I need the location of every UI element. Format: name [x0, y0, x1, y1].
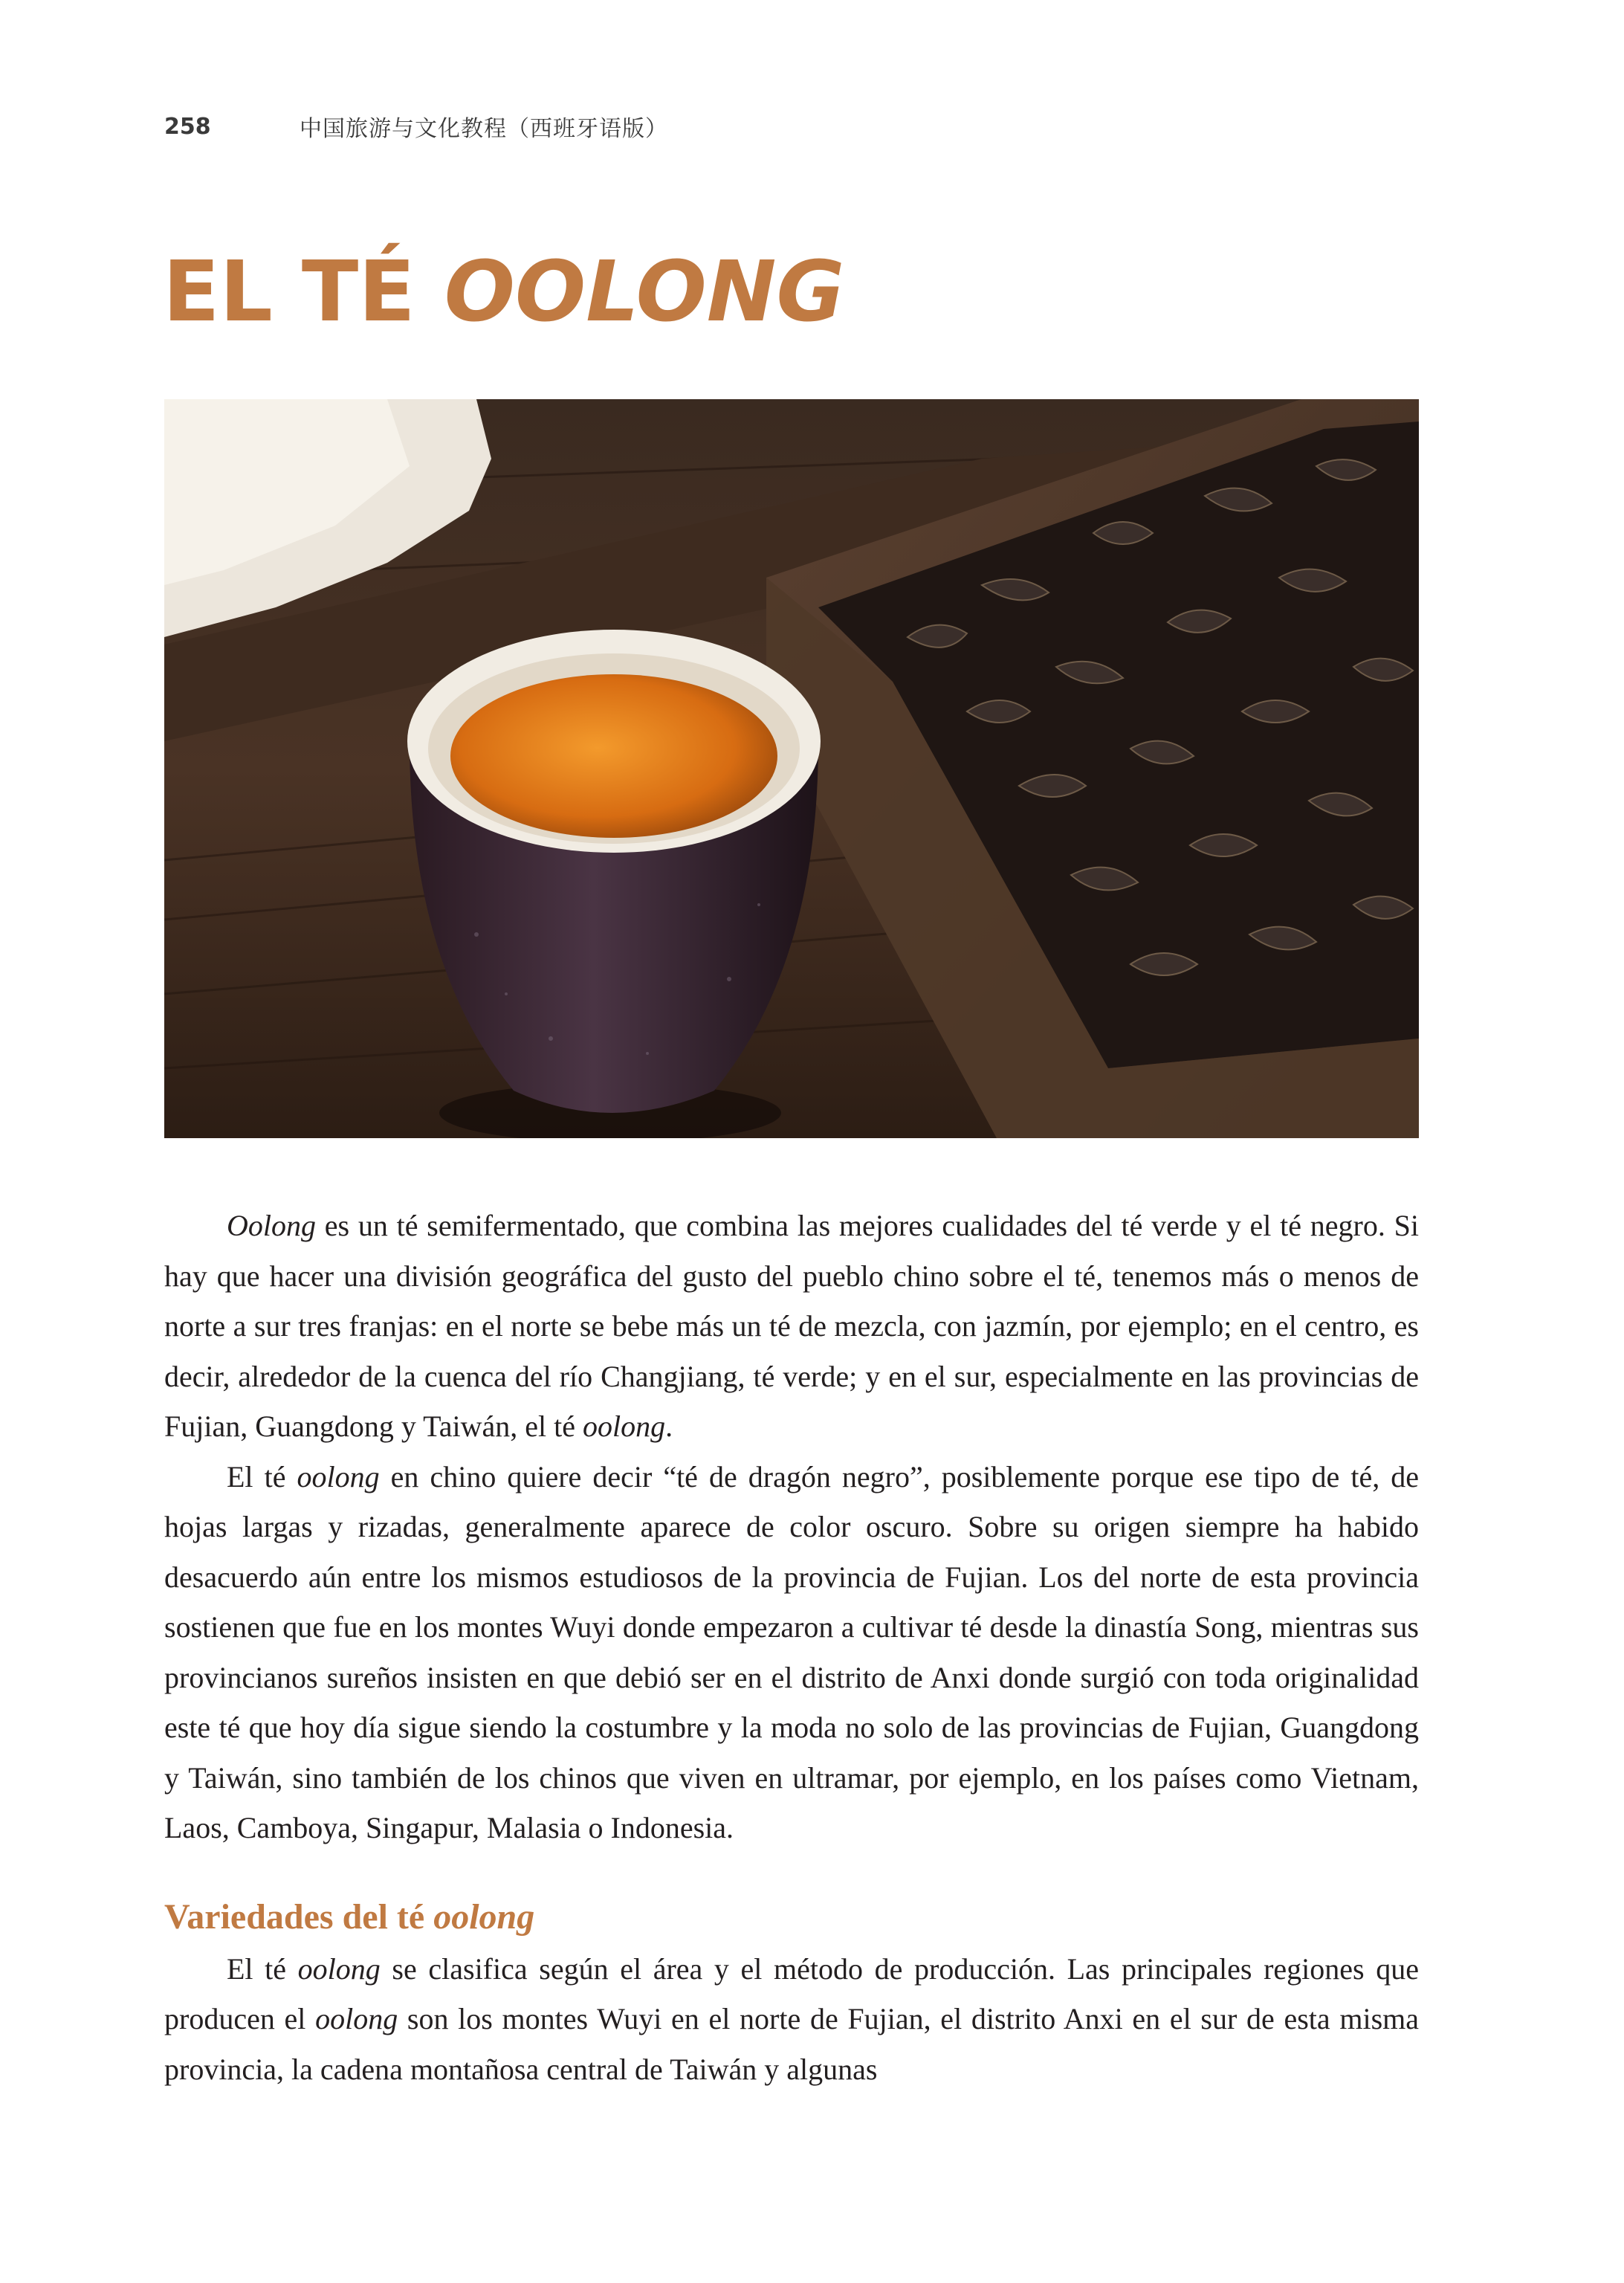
term-italic: oolong [297, 1951, 381, 1986]
term-italic: Oolong [227, 1209, 316, 1242]
spacer [164, 1853, 1419, 1890]
paragraph-text: El té [227, 1459, 297, 1494]
section-heading-plain: Variedades del té [164, 1896, 434, 1937]
term-italic: oolong [315, 2002, 398, 2035]
page-title [163, 236, 844, 348]
term-italic: oolong [297, 1459, 380, 1494]
paragraph-text: se clasifica según el área y el método de producción. Las principales regiones que producen el [164, 1951, 1419, 2035]
article-body [164, 1201, 1419, 2094]
paragraph [164, 1452, 1419, 1853]
title-italic: OOLONG [444, 244, 845, 340]
page-number: 258 [164, 113, 211, 140]
section-heading-italic: oolong [433, 1896, 535, 1937]
paragraph-text: es un té semifermentado, que combina las mejores cualidades del té verde y el té negro. Si hay que hacer una división geográfica del gusto del pueblo chino sobre el té, tenemos más o menos de norte a sur tres franjas: en el norte se bebe más un té de mezcla, con jazmín, por ejemplo; en el centro, es decir, alrededor de la cuenca del río Changjiang, té verde; y en el sur, especialmente en las provincias de Fujian, Guangdong y Taiwán, el té [164, 1209, 1419, 1443]
paragraph-text: El té [227, 1951, 298, 1986]
tea-photo [164, 399, 1419, 1138]
page-header [164, 109, 668, 144]
paragraph [164, 1201, 1419, 1452]
paragraph-text: . [665, 1409, 673, 1443]
paragraph-text: en chino quiere decir “té de dragón negro”, posiblemente porque ese tipo de té, de hojas largas y rizadas, generalmente aparece de color oscuro. Sobre su origen siempre ha habido desacuerdo aún entre los mismos estudiosos de la provincia de Fujian. Los del norte de esta provincia sostienen que fue en los montes Wuyi donde empezaron a cultivar té desde la dinastía Song, mientras sus provincianos sureños insisten en que debió ser en el distrito de Anxi donde surgió con toda originalidad este té que hoy día sigue siendo la costumbre y la moda no solo de las provincias de Fujian, Guangdong y Taiwán, sino también de los chinos que viven en ultramar, por ejemplo, en los países como Vietnam, Laos, Camboya, Singapur, Malasia o Indonesia. [164, 1459, 1420, 1844]
term-italic: oolong [583, 1409, 666, 1443]
paragraph-text: son los montes Wuyi en el norte de Fujian, el distrito Anxi en el sur de esta misma provincia, la cadena montañosa central de Taiwán y algunas [164, 2002, 1419, 2086]
section-heading [164, 1890, 1419, 1944]
paragraph [164, 1944, 1419, 2095]
title-plain: EL TÉ [163, 244, 444, 340]
running-head: 中国旅游与文化教程（西班牙语版） [300, 116, 668, 142]
